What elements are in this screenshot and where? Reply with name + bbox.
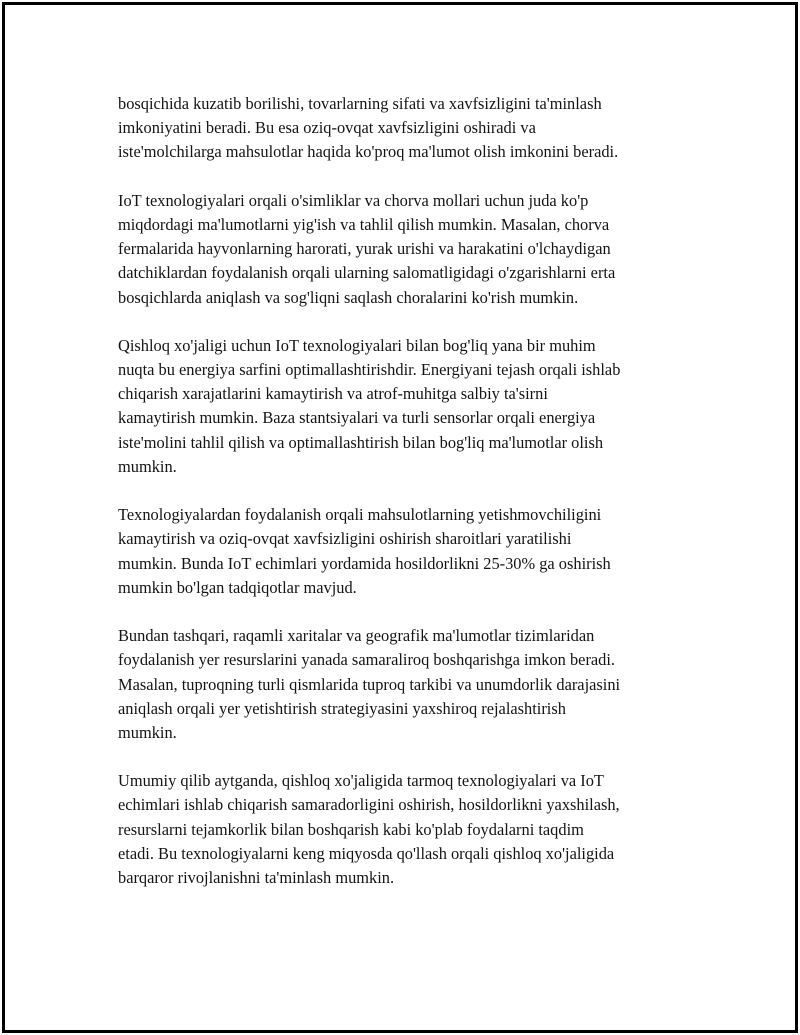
paragraph-5 [118,624,758,745]
text-line: iste'molchilarga mahsulotlar haqida ko'proq ma'lumot olish imkonini beradi. [118,142,619,162]
text-line: bosqichida kuzatib borilishi, tovarlarning sifati va xavfsizligini ta'minlash [118,94,602,113]
text-line: miqdordagi ma'lumotlarni yig'ish va tahlil qilish mumkin. Masalan, chorva [118,214,610,234]
paragraph-1 [118,92,758,165]
text-line: mumkin. Bunda IoT echimlari yordamida hosildorlikni 25-30% ga oshirish [118,553,611,573]
text-line: iste'molini tahlil qilish va optimallashtirish bilan bog'liq ma'lumotlar olish [118,432,604,452]
text-line: imkoniyatini beradi. Bu esa oziq-ovqat xavfsizligini oshiradi va [118,118,536,138]
text-line: resurslarni tejamkorlik bilan boshqarish kabi ko'plab foydalarni taqdim [118,819,584,839]
text-line: chiqarish xarajatlarini kamaytirish va atrof-muhitga salbiy ta'sirni [118,384,548,404]
paragraph-3 [118,334,758,479]
text-line: Texnologiyalardan foydalanish orqali mahsulotlarning yetishmovchiligini [118,505,602,525]
paragraph-4 [118,503,758,600]
text-line: Bundan tashqari, raqamli xaritalar va geografik ma'lumotlar tizimlaridan [118,626,595,646]
text-line: etadi. Bu texnologiyalarni keng miqyosda qo'llash orqali qishloq xo'jaligida [118,843,615,863]
text-line: bosqichlarda aniqlash va sog'liqni saqlash choralarini ko'rish mumkin. [118,287,579,307]
text-line: foydalanish yer resurslarini yanada samaraliroq boshqarishga imkon beradi. [118,650,616,670]
text-line: nuqta bu energiya sarfini optimallashtirishdir. Energiyani tejash orqali ishlab [118,360,621,380]
text-line: Qishloq xo'jaligi uchun IoT texnologiyalari bilan bog'liq yana bir muhim [118,335,596,355]
text-line: aniqlash orqali yer yetishtirish strategiyasini yaxshiroq rejalashtirish [118,698,566,718]
text-line: echimlari ishlab chiqarish samaradorligini oshirish, hosildorlikni yaxshilash, [118,795,620,815]
text-line: kamaytirish va oziq-ovqat xavfsizligini oshirish sharoitlari yaratilishi [118,529,572,549]
text-line: mumkin. [118,456,177,476]
text-line: Masalan, tuproqning turli qismlarida tuproq tarkibi va unumdorlik darajasini [118,674,621,694]
document-body [118,92,758,914]
text-line: datchiklardan foydalanish orqali ularning salomatligidagi o'zgarishlarni erta [118,263,616,283]
text-line: kamaytirish mumkin. Baza stantsiyalari va turli sensorlar orqali energiya [118,408,596,428]
text-line: mumkin. [118,722,177,742]
text-line: IoT texnologiyalari orqali o'simliklar va chorva mollari uchun juda ko'p [118,190,589,210]
text-line: barqaror rivojlanishni ta'minlash mumkin. [118,868,395,887]
paragraph-2 [118,189,758,310]
paragraph-6 [118,769,758,890]
text-line: mumkin bo'lgan tadqiqotlar mavjud. [118,577,357,597]
text-line: Umumiy qilib aytganda, qishloq xo'jaligida tarmoq texnologiyalari va IoT [118,771,604,791]
text-line: fermalarida hayvonlarning harorati, yurak urishi va harakatini o'lchaydigan [118,239,611,259]
